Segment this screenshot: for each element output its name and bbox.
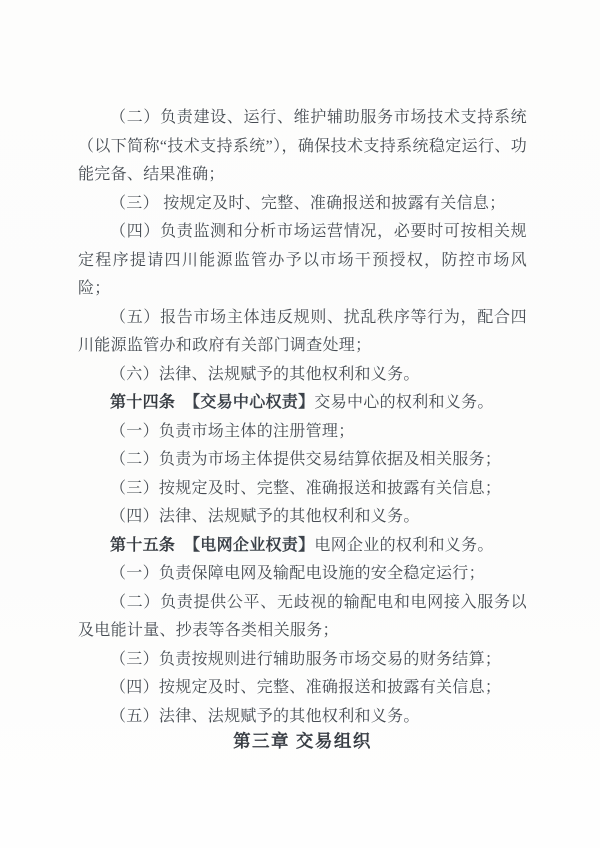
- article-number: 第十四条: [110, 394, 176, 411]
- article-14-heading: [78, 389, 527, 418]
- article-15-heading: [78, 532, 527, 561]
- clause-item: （六）法律、法规赋予的其他权利和义务。: [110, 365, 420, 383]
- clause-item: （三）按规定及时、完整、准确报送和披露有关信息；: [110, 479, 502, 497]
- clause-item: （四）负责监测和分析市场运营情况，必要时可按相关规定程序提请四川能源监管办予以市场干预授权，防控市场风险；: [78, 223, 527, 297]
- article-title-tag: 【交易中心权责】: [184, 394, 315, 411]
- article-heading-text: 电网企业的权利和义务。: [314, 536, 494, 554]
- clause-item: （三）负责按规则进行辅助服务市场交易的财务结算；: [110, 650, 502, 668]
- clause-item: （二）负责为市场主体提供交易结算依据及相关服务；: [110, 451, 502, 468]
- clause-item: （二）负责建设、运行、维护辅助服务市场技术支持系统（以下简称“技术支持系统”），确保技术支持系统稳定运行、功能完备、结果准确；: [78, 109, 527, 183]
- chapter-heading: 第三章 交易组织: [233, 731, 372, 751]
- clause-item: （一）负责保障电网及输配电设施的安全稳定运行；: [110, 565, 485, 582]
- clause-item: （一）负责市场主体的注册管理；: [110, 422, 355, 440]
- clause-item: （四）法律、法规赋予的其他权利和义务。: [110, 508, 420, 525]
- clause-item: （四）按规定及时、完整、准确报送和披露有关信息；: [110, 679, 502, 696]
- document-body: [78, 104, 527, 755]
- article-number: 第十五条: [110, 536, 176, 554]
- article-title-tag: 【电网企业权责】: [184, 536, 315, 554]
- clause-item: （二）负责提供公平、无歧视的输配电和电网接入服务以及电能计量、抄表等各类相关服务；: [78, 593, 527, 639]
- clause-item: （三） 按规定及时、完整、准确报送和披露有关信息；: [110, 194, 506, 212]
- clause-item: （五）报告市场主体违反规则、扰乱秩序等行为，配合四川能源监管办和政府有关部门调查处理；: [78, 308, 527, 354]
- article-heading-text: 交易中心的权利和义务。: [314, 394, 494, 411]
- clause-item: （五）法律、法规赋予的其他权利和义务。: [110, 707, 420, 725]
